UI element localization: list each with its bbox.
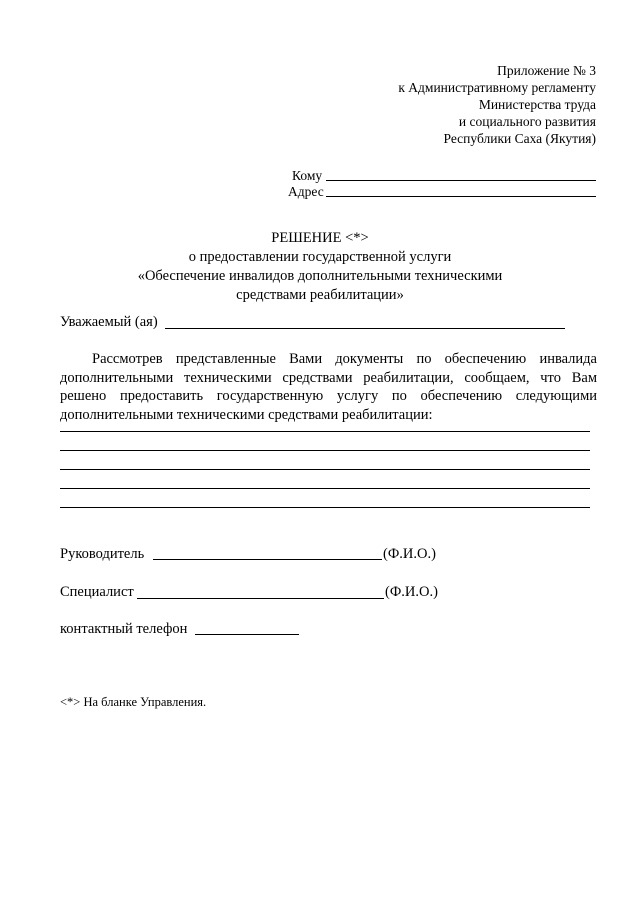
decision-service-name: «Обеспечение инвалидов дополнительными техническими bbox=[137, 268, 503, 284]
decision-heading: РЕШЕНИЕ <*> bbox=[271, 230, 369, 246]
appendix-line: Министерства труда bbox=[478, 97, 596, 112]
device-line[interactable] bbox=[60, 450, 590, 451]
device-line[interactable] bbox=[60, 488, 590, 489]
appendix-line: к Административному регламенту bbox=[398, 80, 596, 95]
phone-label: контактный телефон bbox=[60, 621, 188, 637]
specialist-label: Специалист bbox=[60, 584, 134, 600]
device-line[interactable] bbox=[60, 507, 590, 508]
head-label: Руководитель bbox=[60, 546, 145, 562]
recipient-to-label: Кому bbox=[292, 168, 323, 183]
appendix-block bbox=[398, 62, 596, 147]
device-line[interactable] bbox=[60, 469, 590, 470]
specialist-name-hint: (Ф.И.О.) bbox=[385, 584, 438, 600]
decision-title bbox=[0, 229, 640, 305]
head-signature-field[interactable] bbox=[153, 559, 382, 560]
appendix-line: Республики Саха (Якутия) bbox=[443, 131, 596, 146]
greeting-label: Уважаемый (ая) bbox=[60, 314, 158, 330]
body-paragraph: Рассмотрев представленные Вами документы по обеспечению инвалида дополнительными техническими средствами реабилитации, сообщаем, что Вам решено предоставить государственную услугу по обеспечению следующими дополнительными техническими средствами реабилитации: bbox=[60, 351, 597, 423]
recipient-to-field[interactable] bbox=[326, 180, 596, 181]
recipient-address-field[interactable] bbox=[326, 196, 596, 197]
specialist-signature-field[interactable] bbox=[137, 598, 384, 599]
phone-field[interactable] bbox=[195, 634, 299, 635]
device-line[interactable] bbox=[60, 431, 590, 432]
appendix-line: Приложение № 3 bbox=[497, 63, 596, 78]
recipient-address-label: Адрес bbox=[288, 184, 324, 199]
decision-subtitle: о предоставлении государственной услуги bbox=[188, 249, 452, 265]
appendix-line: и социального развития bbox=[458, 114, 596, 129]
head-name-hint: (Ф.И.О.) bbox=[383, 546, 436, 562]
decision-service-name-cont: средствами реабилитации» bbox=[236, 287, 404, 303]
footnote: <*> На бланке Управления. bbox=[60, 695, 207, 709]
addressee-name-field[interactable] bbox=[165, 328, 565, 329]
